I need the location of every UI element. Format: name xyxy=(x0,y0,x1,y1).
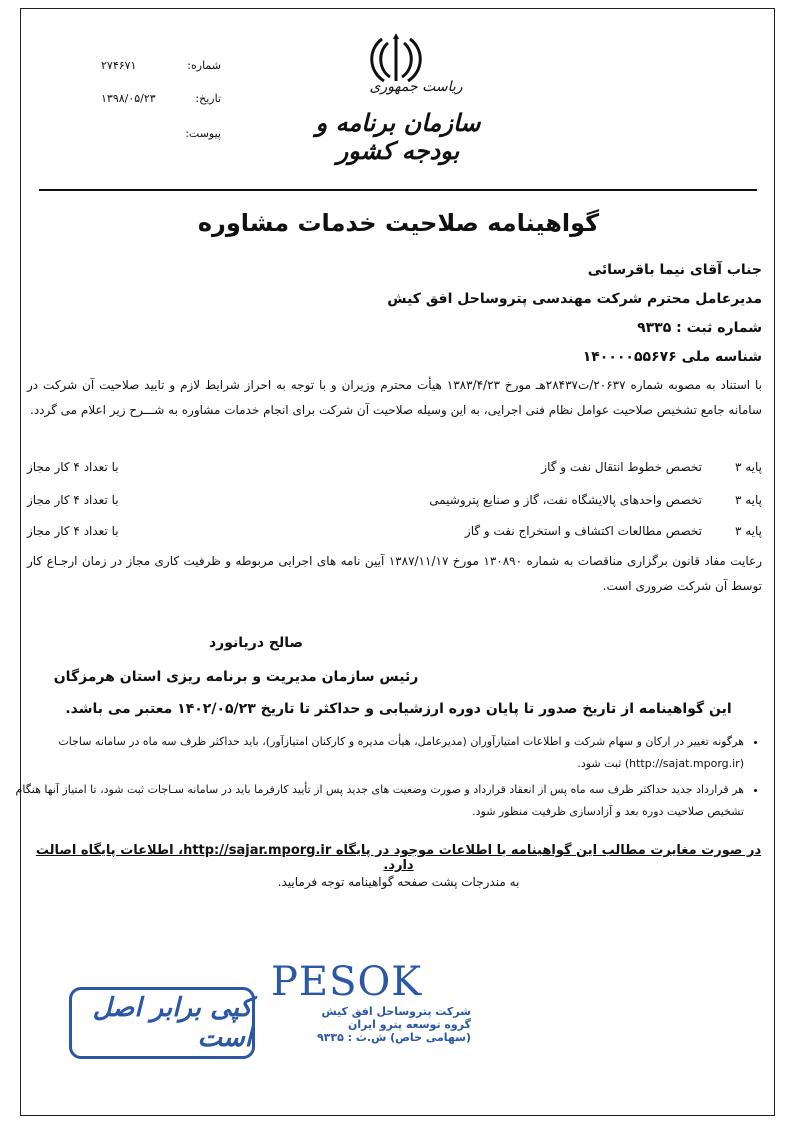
specialty-capacity: با تعداد ۴ کار مجاز xyxy=(27,524,119,538)
attachment-row xyxy=(101,127,221,143)
company-stamp-line: گروه توسعه پترو ایران xyxy=(348,1018,471,1031)
national-id: شناسه ملی ۱۴۰۰۰۰۵۵۶۷۶ xyxy=(582,349,762,365)
specialty-name: تخصص واحدهای پالایشگاه نفت، گاز و صنایع پتروشیمی xyxy=(429,493,702,507)
specialty-row xyxy=(27,524,762,546)
company-stamp-line: شرکت پتروساحل افق کیش xyxy=(321,1005,471,1018)
date-row xyxy=(101,92,221,108)
number-label: شماره: xyxy=(187,59,221,72)
company-stamp-line: (سهامی خاص) ش.ث : ۹۳۳۵ xyxy=(316,1031,471,1044)
specialty-grade: پایه ۳ xyxy=(734,460,762,474)
validity-statement: این گواهینامه از تاریخ صدور تا پایان دوره ارزشیابی و حداکثر تا تاریخ ۱۴۰۲/۰۵/۲۳ معتبر می باشد. xyxy=(65,701,732,717)
specialty-capacity: با تعداد ۴ کار مجاز xyxy=(27,460,119,474)
specialty-name: تخصص خطوط انتقال نفت و گاز xyxy=(541,460,702,474)
attachment-label: پیوست: xyxy=(185,127,221,140)
specialty-row xyxy=(27,460,762,482)
notes-list xyxy=(9,731,762,827)
registration-number: شماره ثبت : ۹۳۳۵ xyxy=(637,320,762,336)
signatory-title: رئیس سازمان مدیریت و برنامه ریزی استان هرمزگان xyxy=(53,669,419,685)
presidency-label: ریاست جمهوری xyxy=(369,79,463,95)
company-logo: PESOK xyxy=(271,959,423,1005)
number-row xyxy=(101,59,221,75)
specialty-capacity: با تعداد ۴ کار مجاز xyxy=(27,493,119,507)
recipient-name: جناب آقای نیما باقرسائی xyxy=(587,262,762,278)
compliance-paragraph: رعایت مفاد قانون برگزاری مناقصات به شماره ۱۳۰۸۹۰ مورخ ۱۳۸۷/۱۱/۱۷ آیین نامه های اجرایی مربوطه و ظرفیت کاری مجاز در زمان ارجـاع کار توسط آن شرکت ضروری است. xyxy=(27,554,762,593)
company-stamp xyxy=(271,959,471,1069)
list-item: • هرگونه تغییر در ارکان و سهام شرکت و اطلاعات امتیازآوران (مدیرعامل، هیأت مدیره و کارکنان امتیازآور)، باید حداکثر ظرف سه ماه در سامانه ساجات (http://sajat.mporg.ir) ثبت شود. xyxy=(9,731,744,775)
date-value: ۱۳۹۸/۰۵/۲۳ xyxy=(101,92,156,105)
specialty-row xyxy=(27,493,762,515)
list-item: • هر قرارداد جدید حداکثر ظرف سه ماه پس از انعقاد قرارداد و صورت وضعیت های جدید پس از تأیید کارفرما باید در سامانه سـاجات ثبت شود، تا امتیاز آنها هنگام تشخیص صلاحیت دوره بعد و آزادسازی ظرفیت منظور شود. xyxy=(9,779,744,823)
header-divider xyxy=(39,189,757,191)
certificate-title: گواهینامه صلاحیت خدمات مشاوره xyxy=(197,209,600,237)
copy-stamp: کپی برابر اصل است xyxy=(69,987,255,1059)
number-value: ۲۷۴۶۷۱ xyxy=(101,59,137,72)
discrepancy-note: در صورت مغایرت مطالب این گواهینامه با اطلاعات موجود در پایگاه http://sajar.mporg.ir، اطلاعات پایگاه اصالت دارد. xyxy=(35,843,762,873)
recipient-position: مدیرعامل محترم شرکت مهندسی پتروساحل افق کیش xyxy=(387,291,762,307)
signatory-name: صالح دریانورد xyxy=(208,635,304,651)
specialty-name: تخصص مطالعات اکتشاف و استخراج نفت و گاز xyxy=(464,524,702,538)
organization-name: سازمان برنامه و بودجه کشور xyxy=(315,109,481,165)
specialty-grade: پایه ۳ xyxy=(734,524,762,538)
certificate-page xyxy=(15,8,775,1116)
intro-paragraph: با استناد به مصوبه شماره ۲۰۶۳۷/ت۲۸۴۳۷هـ مورخ ۱۳۸۳/۴/۲۳ هیأت محترم وزیران و با توجه به احراز شرایط لازم و تایید صلاحیت آن شرکت در سامانه جامع تشخیص صلاحیت عوامل نظام فنی اجرایی، به این وسیله صلاحیت آن شرکت برای انجام خدمات مشاوره به شـــرح زیر اعلام می گردد. xyxy=(27,378,763,417)
specialty-grade: پایه ۳ xyxy=(734,493,762,507)
date-label: تاریخ: xyxy=(195,92,221,105)
back-page-note: به مندرجات پشت صفحه گواهینامه توجه فرمایید. xyxy=(277,875,520,889)
